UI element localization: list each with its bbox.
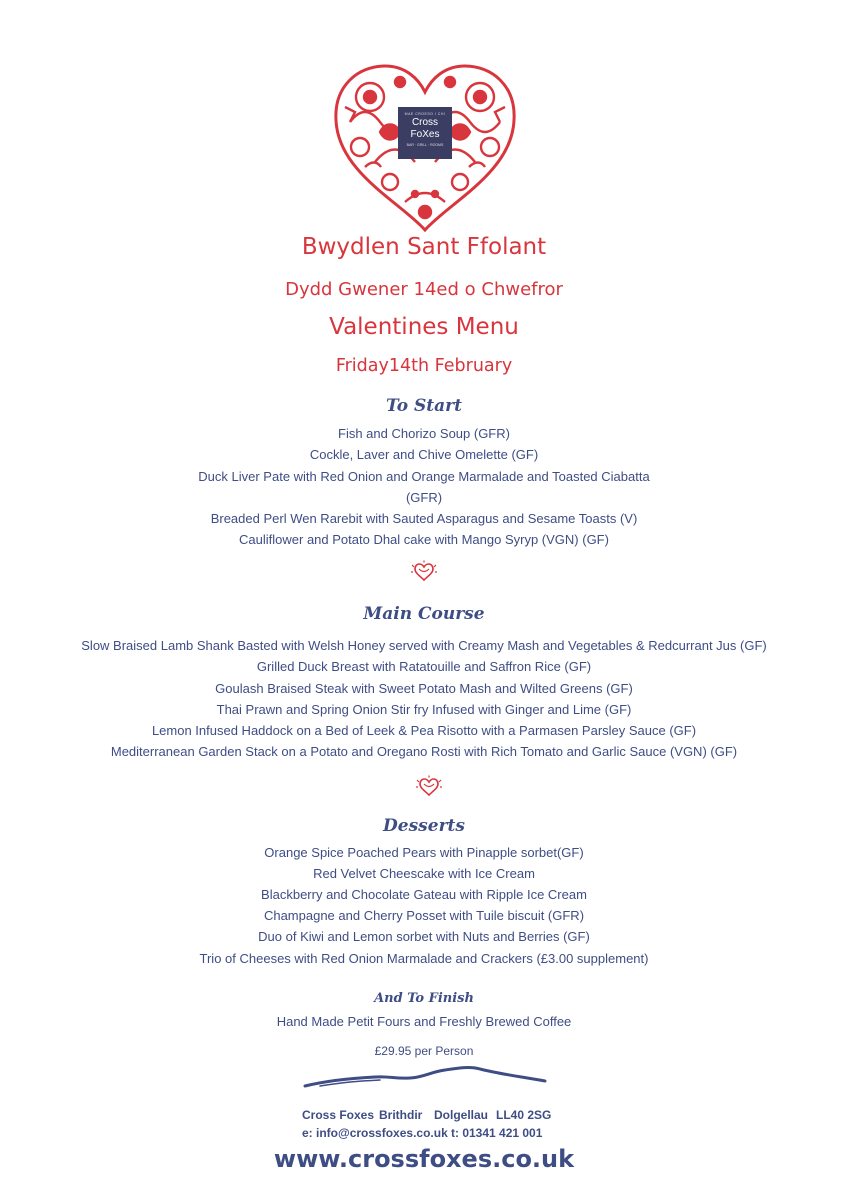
footer-name: Cross Foxes — [302, 1108, 375, 1122]
finish-heading: And To Finish — [374, 991, 474, 1006]
main-item: Goulash Braised Steak with Sweet Potato Mash and Wilted Greens (GF) — [215, 681, 633, 696]
footer-email[interactable]: e: info@crossfoxes.co.uk — [302, 1126, 448, 1140]
footer-town: Dolgellau — [434, 1108, 489, 1122]
starter-item: Duck Liver Pate with Red Onion and Orange Marmalade and Toasted Ciabatta — [198, 469, 650, 484]
finish-item: Hand Made Petit Fours and Freshly Brewed Coffee — [276, 1014, 572, 1029]
starter-item: Breaded Perl Wen Rarebit with Sauted Asparagus and Sesame Toasts (V) — [210, 511, 638, 526]
dessert-item: Duo of Kiwi and Lemon sorbet with Nuts and Berries (GF) — [258, 929, 590, 944]
dessert-item: Champagne and Cherry Posset with Tuile biscuit (GFR) — [263, 908, 585, 923]
footer-phone: t: 01341 421 001 — [451, 1126, 543, 1140]
starter-item: Cockle, Laver and Chive Omelette (GF) — [309, 447, 539, 462]
logo-welcome-text: MAE CROESO I CHI — [404, 112, 446, 116]
dessert-item: Blackberry and Chocolate Gateau with Ripple Ice Cream — [261, 887, 587, 902]
starter-item: Fish and Chorizo Soup (GFR) — [338, 426, 510, 441]
starters-heading: To Start — [386, 396, 462, 416]
heart-divider-icon — [414, 775, 444, 799]
mountain-outline-icon — [300, 1060, 550, 1090]
website-link[interactable]: www.crossfoxes.co.uk — [273, 1145, 575, 1173]
date-english: Friday14th February — [335, 356, 513, 376]
dessert-item: Trio of Cheeses with Red Onion Marmalade and Crackers (£3.00 supplement) — [199, 951, 649, 966]
dessert-item: Orange Spice Poached Pears with Pinapple sorbet(GF) — [264, 845, 584, 860]
logo-name-line1: Cross — [411, 117, 439, 128]
starter-item: (GFR) — [405, 490, 443, 505]
main-item: Thai Prawn and Spring Onion Stir fry Infused with Ginger and Lime (GF) — [216, 702, 632, 717]
main-item: Slow Braised Lamb Shank Basted with Welsh Honey served with Creamy Mash and Vegetables & Redcurrant Jus (GF) — [81, 638, 767, 653]
footer-village: Brithdir — [379, 1108, 423, 1122]
dessert-item: Red Velvet Cheescake with Ice Cream — [313, 866, 535, 881]
logo-sub-text: BAR · GRILL · ROOMS — [406, 143, 444, 147]
heart-divider-icon — [409, 560, 439, 584]
logo-name-line2: FoXes — [410, 129, 440, 140]
price-per-person: £29.95 per Person — [374, 1044, 474, 1058]
date-welsh: Dydd Gwener 14ed o Chwefror — [285, 279, 563, 300]
title-welsh: Bwydlen Sant Ffolant — [301, 234, 547, 260]
title-english: Valentines Menu — [329, 314, 519, 340]
main-item: Grilled Duck Breast with Ratatouille and Saffron Rice (GF) — [256, 659, 592, 674]
main-item: Mediterranean Garden Stack on a Potato and Oregano Rosti with Rich Tomato and Garlic Sauce (VGN) (GF) — [110, 744, 738, 759]
starter-item: Cauliflower and Potato Dhal cake with Mango Syryp (VGN) (GF) — [239, 532, 609, 547]
desserts-heading: Desserts — [383, 816, 465, 836]
cross-foxes-logo — [398, 107, 452, 159]
main-item: Lemon Infused Haddock on a Bed of Leek & Pea Risotto with a Parmasen Parsley Sauce (GF) — [151, 723, 697, 738]
footer-postcode: LL40 2SG — [496, 1108, 552, 1122]
mains-heading: Main Course — [363, 604, 485, 624]
